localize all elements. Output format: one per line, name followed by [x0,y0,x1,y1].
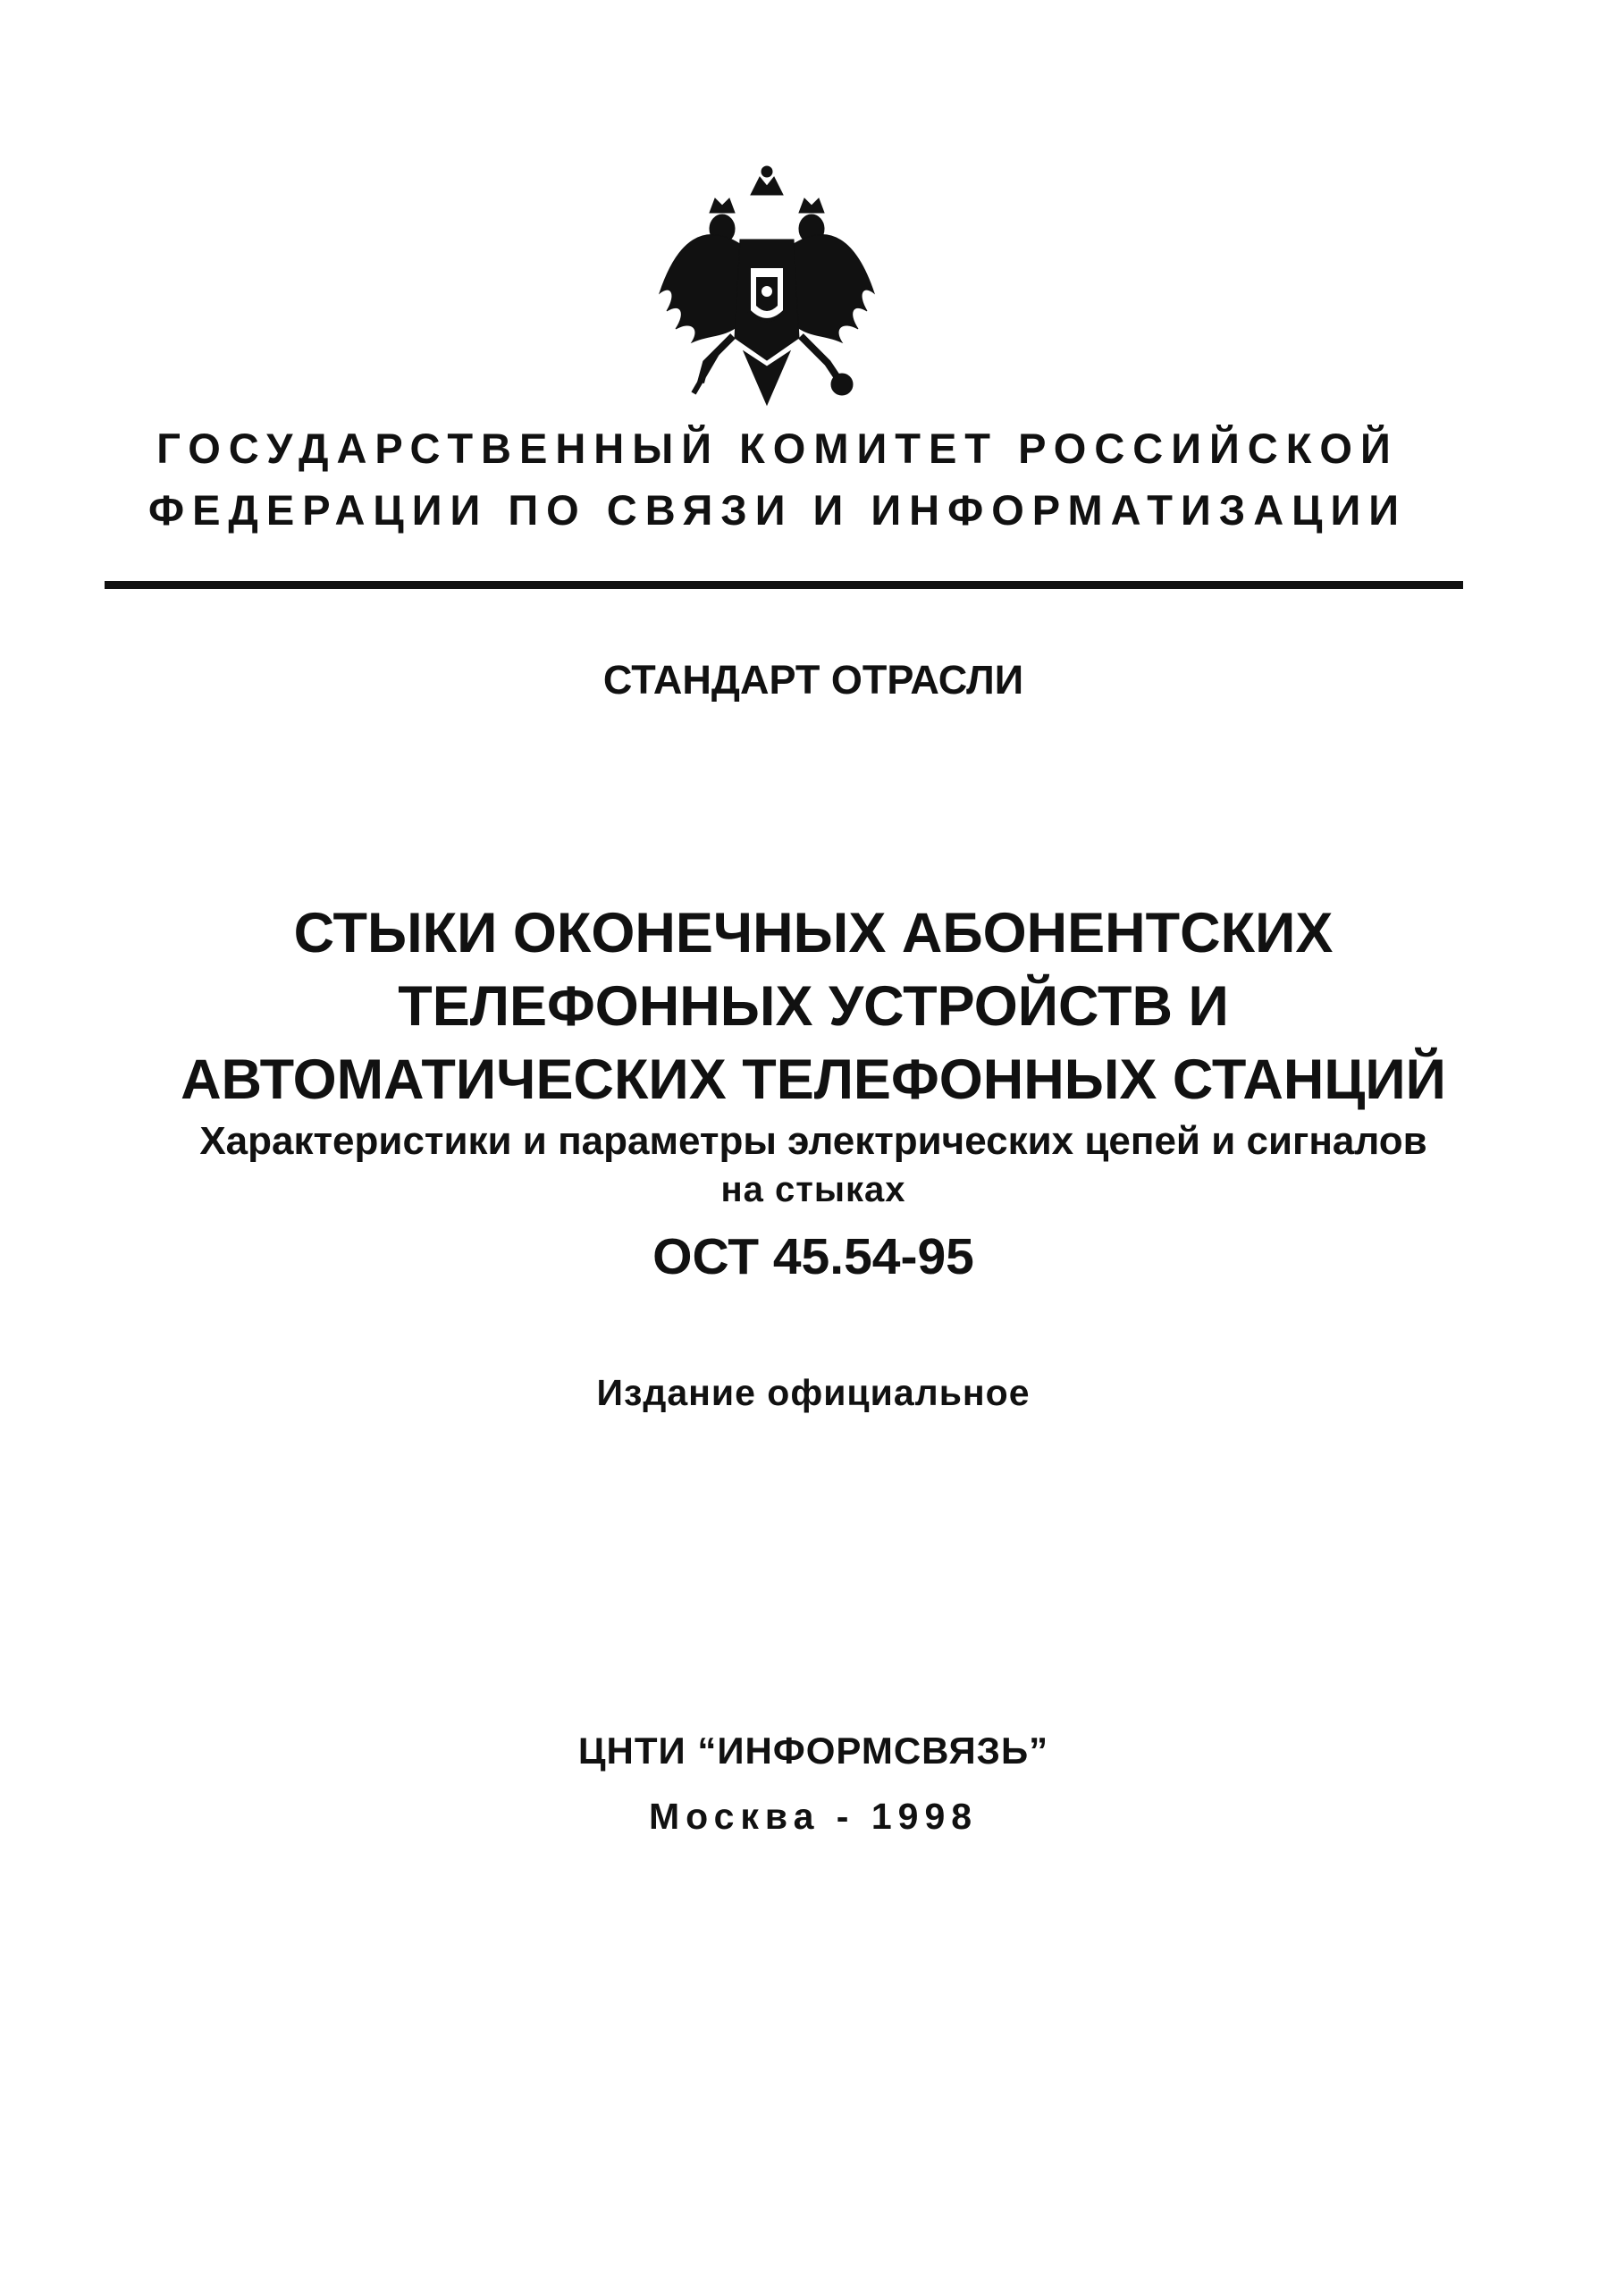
document-subtitle-line-2: на стыках [720,1170,906,1209]
authority-line-2: ФЕДЕРАЦИИ ПО СВЯЗИ И ИНФОРМАТИЗАЦИИ [147,486,1408,534]
city-year: Москва - 1998 [648,1796,979,1837]
document-title-line-3: АВТОМАТИЧЕСКИХ ТЕЛЕФОННЫХ СТАНЦИЙ [181,1048,1446,1111]
publisher-name: ЦНТИ “ИНФОРМСВЯЗЬ” [577,1730,1049,1772]
document-title-line-1: СТЫКИ ОКОНЕЧНЫХ АБОНЕНТСКИХ [293,902,1334,964]
document-subtitle-line-1: Характеристики и параметры электрических цепей и сигналов [199,1119,1427,1163]
standard-number: ОСТ 45.54-95 [652,1228,974,1285]
authority-line-1: ГОСУДАРСТВЕННЫЙ КОМИТЕТ РОССИЙСКОЙ [156,425,1399,472]
document-title-line-2: ТЕЛЕФОННЫХ УСТРОЙСТВ И [398,975,1229,1038]
header-divider [105,581,1463,589]
double-headed-eagle-emblem-icon [651,159,883,418]
edition-label: Издание официальное [596,1372,1031,1413]
standard-type: СТАНДАРТ ОТРАСЛИ [602,657,1024,703]
